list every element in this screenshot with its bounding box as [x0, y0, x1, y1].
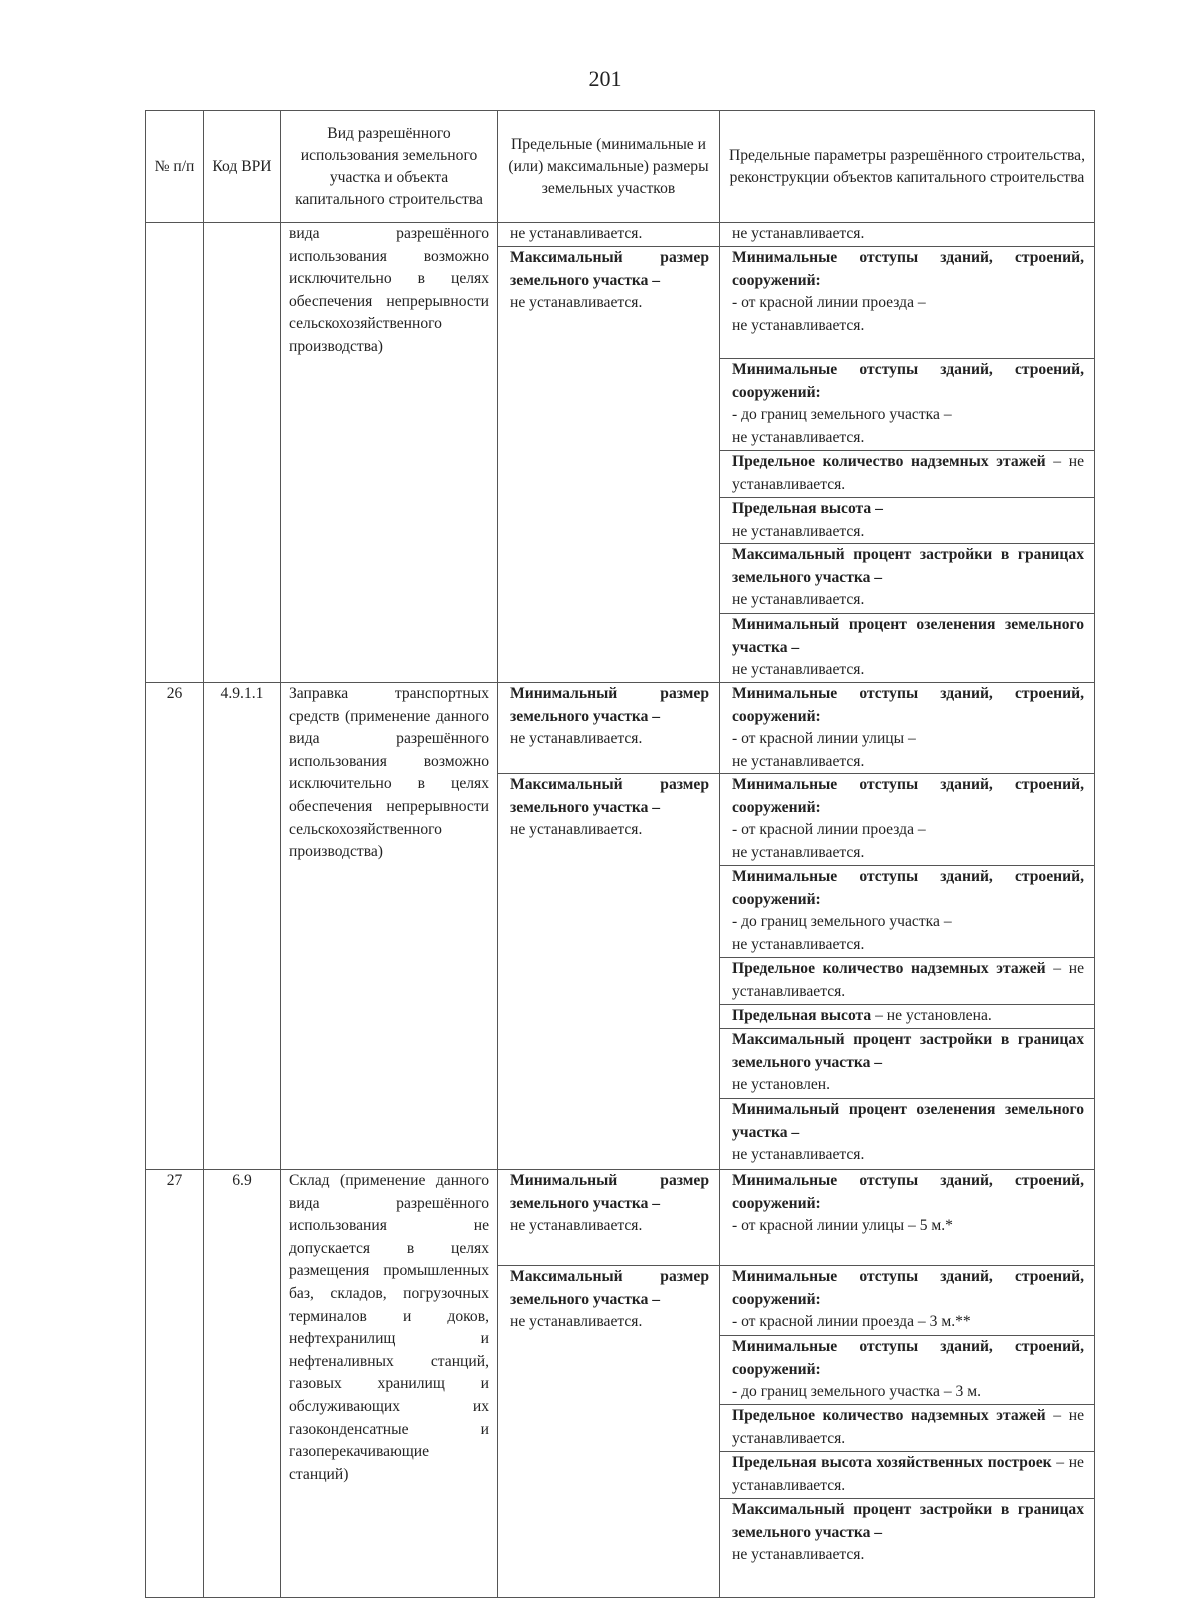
- plot-size-entry: [498, 1266, 719, 1593]
- plot-size-label: Максимальный размер земельного участка –: [510, 776, 709, 816]
- row-number: [146, 223, 204, 683]
- param-value: – не установлена.: [871, 1007, 992, 1024]
- param-subitem: - до границ земельного участка –: [732, 913, 952, 931]
- param-entry: [720, 451, 1094, 498]
- param-label: Максимальный процент застройки в границах земельного участка –: [732, 546, 1084, 586]
- plot-size-label: Максимальный размер земельного участка –: [510, 1268, 709, 1308]
- param-label: Предельное количество надземных этажей: [732, 453, 1046, 470]
- row-number: 27: [146, 1170, 204, 1598]
- header-use-type: Вид разрешённого использования земельного участка и объекта капитального строительства: [281, 111, 498, 223]
- zoning-parameters-table: [145, 110, 1095, 1598]
- row-construction-params: [720, 683, 1095, 1170]
- plot-size-label: Максимальный размер земельного участка –: [510, 249, 709, 289]
- plot-size-value: не устанавливается.: [510, 1313, 643, 1331]
- row-use-type: Склад (применение данного вида разрешённого использования не допускается в целях размещения промышленных баз, складов, погрузочных терминалов и доков, нефтехранилищ и нефтеналивных станций, газовых хранилищ и обслуживающих их газоконденсатные и газоперекачивающие станций): [281, 1170, 498, 1598]
- param-value: – не устанавливается.: [732, 1454, 1084, 1494]
- header-number: № п/п: [146, 111, 204, 223]
- param-label: Минимальные отступы зданий, строений, сооружений:: [732, 249, 1084, 289]
- param-line: [732, 1005, 1084, 1028]
- row-plot-sizes: [498, 683, 720, 1170]
- plot-size-entry: [498, 774, 719, 1164]
- param-label: Минимальные отступы зданий, строений, сооружений:: [732, 776, 1084, 816]
- param-subitem: - от красной линии проезда –: [732, 821, 926, 839]
- param-entry: [720, 958, 1094, 1005]
- param-value: не устанавливается.: [732, 1146, 865, 1164]
- param-entry: [720, 614, 1094, 682]
- header-construction-params: Предельные параметры разрешённого строительства, реконструкции объектов капитального строительства: [720, 111, 1095, 223]
- param-label: Минимальные отступы зданий, строений, сооружений:: [732, 1268, 1084, 1308]
- param-label: Предельная высота хозяйственных построек: [732, 1454, 1052, 1471]
- param-entry: [720, 247, 1094, 359]
- row-plot-sizes: [498, 223, 720, 683]
- param-subitem: - от красной линии проезда – 3 м.**: [732, 1313, 971, 1331]
- plot-size-label: Минимальный размер земельного участка –: [510, 1172, 709, 1212]
- plot-size-value: не устанавливается.: [510, 1217, 643, 1235]
- param-value: не устанавливается.: [732, 428, 865, 446]
- row-code: [204, 223, 281, 683]
- param-label: Предельная высота –: [732, 500, 883, 517]
- param-entry: [720, 544, 1094, 614]
- param-label: Минимальный процент озеленения земельного участка –: [732, 1101, 1084, 1141]
- param-entry: [720, 1405, 1094, 1452]
- plot-size-value: не устанавливается.: [510, 225, 643, 242]
- row-number: 26: [146, 683, 204, 1170]
- row-code: 4.9.1.1: [204, 683, 281, 1170]
- param-label: Минимальные отступы зданий, строений, сооружений:: [732, 868, 1084, 908]
- param-entry: [720, 1029, 1094, 1099]
- param-subitem: - до границ земельного участка – 3 м.: [732, 1383, 981, 1401]
- param-entry: [720, 1499, 1094, 1597]
- page-number: 201: [588, 66, 622, 91]
- table-row: [146, 1170, 1095, 1598]
- row-code: 6.9: [204, 1170, 281, 1598]
- param-value: не установлен.: [732, 1076, 831, 1094]
- plot-size-value: не устанавливается.: [510, 821, 643, 839]
- param-label: Предельная высота: [732, 1007, 872, 1024]
- param-line: [732, 1405, 1084, 1450]
- row-use-type: вида разрешённого использования возможно исключительно в целях обеспечения непрерывности сельскохозяйственного производства): [281, 223, 498, 683]
- param-entry: [720, 1005, 1094, 1029]
- param-value: – не устанавливается.: [732, 1407, 1084, 1447]
- param-label: Максимальный процент застройки в границах земельного участка –: [732, 1031, 1084, 1071]
- param-label: Минимальные отступы зданий, строений, сооружений:: [732, 685, 1084, 725]
- param-label: Минимальные отступы зданий, строений, сооружений:: [732, 1338, 1084, 1378]
- param-subitem: - до границ земельного участка –: [732, 406, 952, 424]
- param-entry: [720, 223, 1094, 247]
- param-value: не устанавливается.: [732, 843, 865, 861]
- param-label: Предельное количество надземных этажей: [732, 960, 1046, 977]
- row-construction-params: [720, 223, 1095, 683]
- param-entry: [720, 683, 1094, 774]
- row-use-type: Заправка транспортных средств (применение данного вида разрешённого использования возможно исключительно в целях обеспечения непрерывности сельскохозяйственного производства): [281, 683, 498, 1170]
- param-label: Предельное количество надземных этажей: [732, 1407, 1046, 1424]
- param-label: Минимальные отступы зданий, строений, сооружений:: [732, 361, 1084, 401]
- param-value: не устанавливается.: [732, 591, 865, 609]
- param-entry: [720, 774, 1094, 866]
- param-value: не устанавливается.: [732, 935, 865, 953]
- param-label: Максимальный процент застройки в границах земельного участка –: [732, 1501, 1084, 1541]
- param-label: Минимальные отступы зданий, строений, сооружений:: [732, 1172, 1084, 1212]
- param-subitem: - от красной линии улицы –: [732, 730, 916, 748]
- param-value: не устанавливается.: [732, 661, 865, 679]
- header-plot-sizes: Предельные (минимальные и (или) максимальные) размеры земельных участков: [498, 111, 720, 223]
- param-line: [732, 1452, 1084, 1497]
- table-header-row: [146, 111, 1095, 223]
- param-entry: [720, 1170, 1094, 1266]
- table-row: [146, 683, 1095, 1170]
- param-entry: [720, 1452, 1094, 1499]
- row-plot-sizes: [498, 1170, 720, 1598]
- param-entry: [720, 498, 1094, 544]
- param-value: не устанавливается.: [732, 225, 865, 242]
- header-code: Код ВРИ: [204, 111, 281, 223]
- plot-size-value: не устанавливается.: [510, 294, 643, 312]
- param-value: – не устанавливается.: [732, 453, 1084, 493]
- param-subitem: - от красной линии проезда –: [732, 294, 926, 312]
- plot-size-label: Минимальный размер земельного участка –: [510, 685, 709, 725]
- param-value: не устанавливается.: [732, 1546, 865, 1564]
- plot-size-entry: [498, 1170, 719, 1266]
- param-entry: [720, 866, 1094, 958]
- param-value: не устанавливается.: [732, 752, 865, 770]
- param-entry: [720, 1266, 1094, 1336]
- param-entry: [720, 359, 1094, 451]
- param-value: не устанавливается.: [732, 316, 865, 334]
- param-label: Минимальный процент озеленения земельного участка –: [732, 616, 1084, 656]
- param-subitem: - от красной линии улицы – 5 м.*: [732, 1217, 953, 1235]
- table-row: [146, 223, 1095, 683]
- plot-size-value: не устанавливается.: [510, 730, 643, 748]
- param-entry: [720, 1336, 1094, 1405]
- param-line: [732, 451, 1084, 496]
- plot-size-entry: [498, 683, 719, 774]
- row-construction-params: [720, 1170, 1095, 1598]
- plot-size-entry: [498, 223, 719, 247]
- param-value: не устанавливается.: [732, 522, 865, 540]
- plot-size-entry: [498, 247, 719, 658]
- param-value: – не устанавливается.: [732, 960, 1084, 1000]
- param-entry: [720, 1099, 1094, 1169]
- param-line: [732, 958, 1084, 1003]
